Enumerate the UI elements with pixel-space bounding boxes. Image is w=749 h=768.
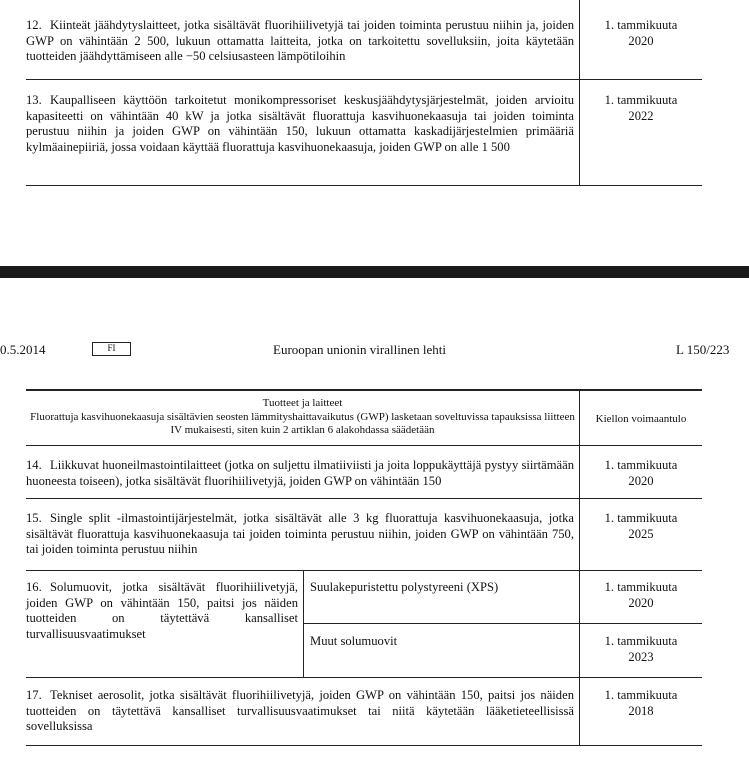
language-code: FI <box>92 342 131 356</box>
row-date: 1. tammikuuta 2018 <box>604 688 678 718</box>
journal-title: Euroopan unionin virallinen lehti <box>273 342 446 357</box>
row-date: 1. tammikuuta 2020 <box>604 458 678 488</box>
row-date: 1. tammikuuta 2020 <box>604 580 678 610</box>
table-row: 14. Liikkuvat huoneilmastointilaitteet (jotka on suljettu ilmatiiviisti ja joita loppukäyttäjä pystyy siirtämään huoneesta toiseen), jotka sisältävät fluorihiilivetyjä, joiden GWP on vähintään 150 <box>26 458 574 488</box>
table-top-border <box>26 389 702 391</box>
row-divider <box>26 498 702 499</box>
row-divider <box>26 185 702 186</box>
row-12-text: 12. Kiinteät jäähdytyslaitteet, jotka sisältävät fluorihiilivetyjä tai joiden toiminta perustuu niihin ja, joiden GWP on vähintään 2 500, lukuun ottamatta laitteita, jotka on tarkoitettu sovelluksiin, joita käytetään tuotteiden jäähdyttämiseen alle −50 celsiusasteen lämpötiloihin <box>26 18 574 64</box>
page-number: L 150/223 <box>676 342 730 357</box>
subcolumn-divider <box>303 570 304 678</box>
table-bottom-border <box>26 745 702 746</box>
sub-row-divider <box>303 623 702 624</box>
page-break-band <box>0 266 749 278</box>
column-header-ban-date: Kiellon voimaantulo <box>595 413 687 425</box>
row-13-text: 13. Kaupalliseen käyttöön tarkoitetut monikompressoriset keskusjäähdytysjärjestelmät, joiden arvioitu kapasiteetti on vähintään 40 kW ja jotka sisältävät fluorattuja kasvihuonekaasuja tai joiden toiminta perustuu niihin ja joiden GWP on vähintään 150, lukuun ottamatta kaskadijärjestelmien primääriä kylmäainepiiriä, jossa voidaan käyttää fluorattuja kasvihuonekaasuja, joiden GWP on alle 1 500 <box>26 93 574 154</box>
row-divider <box>26 79 702 80</box>
row-date: 1. tammikuuta 2025 <box>604 511 678 541</box>
table-row: 15. Single split -ilmastointijärjestelmät, jotka sisältävät alle 3 kg fluorattuja kasvihuonekaasuja, jotka sisältävät fluorattuja kasvihuonekaasuja tai joiden toiminta perustuu niihin, joiden GWP on vähintään 750, tai joiden toiminta perustuu niihin <box>26 511 574 557</box>
column-header-products: Tuotteet ja laitteet Fluorattuja kasvihuonekaasuja sisältävien seosten lämmityshaittavaikutus (GWP) lasketaan soveltuvissa tapauksissa liitteen IV mukaisesti, siten kuin 2 artiklan 6 alakohdassa säädetään <box>30 397 575 436</box>
table-row: 17. Tekniset aerosolit, jotka sisältävät fluorihiilivetyjä, joiden GWP on vähintään 150, paitsi jos näiden tuotteiden on täytettävä kansalliset turvallisuusvaatimukset tai niitä käytetään lääketieteellisissä sovelluksissa <box>26 688 574 734</box>
row-13-date: 1. tammikuuta 2022 <box>604 93 678 123</box>
row-divider <box>26 677 702 678</box>
row-12-date: 1. tammikuuta 2020 <box>604 18 678 48</box>
sub-row-text: Suulakepuristettu polystyreeni (XPS) <box>310 580 499 594</box>
row-date: 1. tammikuuta 2023 <box>604 634 678 664</box>
header-bottom-border <box>26 445 702 446</box>
issue-date: 0.5.2014 <box>0 342 46 357</box>
table-row: 16. Solumuovit, jotka sisältävät fluorihiilivetyjä, joiden GWP on vähintään 150, paitsi jos näiden tuotteiden on täytettävä kansalliset turvallisuusvaatimukset <box>26 580 298 641</box>
row-divider <box>26 570 702 571</box>
sub-row-text: Muut solumuovit <box>310 634 398 648</box>
